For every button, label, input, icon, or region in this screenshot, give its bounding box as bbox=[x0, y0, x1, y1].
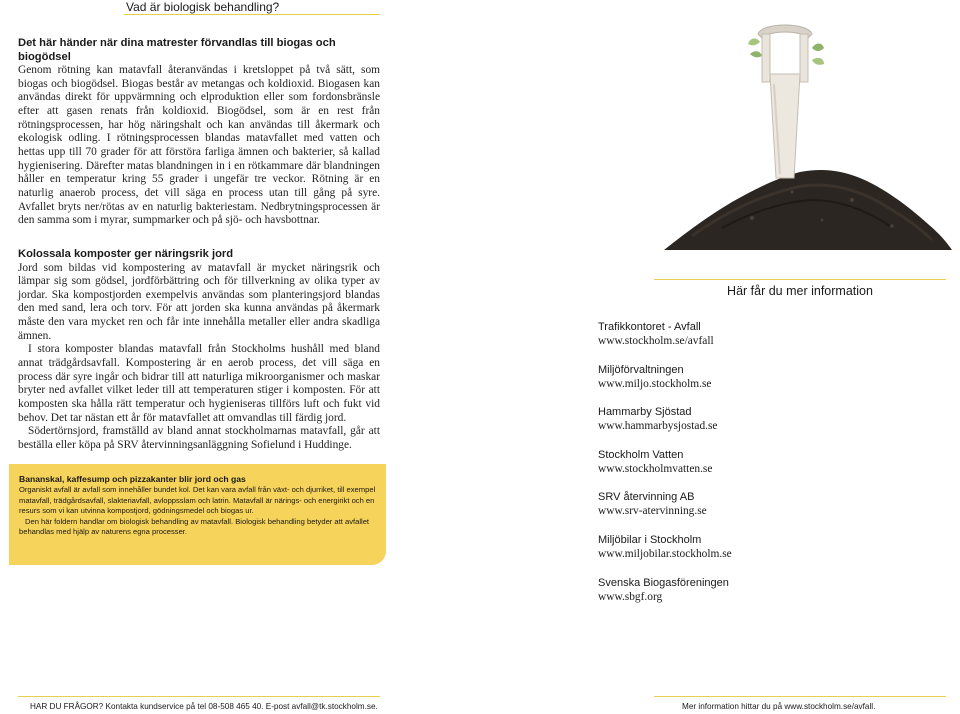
biogas-paragraph: Genom rötning kan matavfall återanvändas i kretsloppet på två sätt, som biogas och biogödsel. Biogas består av metangas och koldioxid. Biogasen kan användas direkt för uppvärmning och elproduktion eller som fordonsbränsle efter att gasen renats från koldioxid. Biogödsel, som är en rest från rötningsprocessen, har hög näringshalt och kan användas till åkermark och ekologisk odling. I rötningsprocessen blandas matavfallet med vatten och hettas upp till 70 grader för att förstöra farliga ämnen och bakterier, så kallad hygienisering. Därefter matas blandningen in i en rötkammare där blandningen håller en temperatur kring 55 grader i ungefär tre veckor. Rötning är en naturlig anaerob process, det vill säga en process utan till gång på syre. Avfallet bryts ner/rötas av en naturlig bakteriestam. Nedbrytningsprocessen är den samma som i myrar, sumpmarker och på sjö- och havsbottnar. bbox=[18, 64, 380, 227]
contact-name: Svenska Biogasföreningen bbox=[598, 576, 729, 589]
page-title: Vad är biologisk behandling? bbox=[126, 0, 280, 14]
compost-section bbox=[18, 248, 380, 453]
compost-body bbox=[18, 262, 380, 453]
contact-name: Stockholm Vatten bbox=[598, 448, 684, 461]
footer-more-info-text: Mer information hittar du på www.stockholm.se/avfall. bbox=[682, 702, 876, 711]
list-item bbox=[598, 576, 928, 619]
footer-divider-left bbox=[18, 696, 380, 697]
more-info-heading: Här får du mer information bbox=[727, 284, 873, 298]
contact-name: Trafikkontoret - Avfall bbox=[598, 321, 701, 333]
compost-paragraph: I stora komposter blandas matavfall från Stockholms hushåll med bland annat trädgårdsavfall. Kompostering är en aerob process, det vill säga en process där syre ingår och bidrar till att naturliga mikroorganismer och maskar bryter ned avfallet vilket leder till att temperaturen stiger i komposten. För att komposten ska hålla rätt temperatur och hygieniseras tillförs luft och fukt vid behov. Det tar nästan ett år för matavfallet att omvandlas till färdig jord. bbox=[18, 343, 380, 424]
contacts-divider bbox=[654, 279, 946, 280]
info-callout bbox=[9, 464, 386, 565]
biogas-body bbox=[18, 64, 380, 228]
list-item bbox=[598, 490, 928, 533]
callout-paragraph: Organiskt avfall är avfall som innehåller bundet kol. Det kan vara avfall från växt- och djurriket, till exempel matavfall, trädgårdsavfall, slakteriavfall, avloppsslam och latrin. Matavfall är närings- och energirikt och en resurs som vi kan utvinna kompostjord, gödningsmedel och biogas ur. bbox=[19, 485, 376, 516]
contact-name: SRV återvinning AB bbox=[598, 491, 695, 504]
footer-divider-right bbox=[654, 696, 946, 697]
compost-paragraph: Södertörnsjord, framställd av bland annat stockholmarnas matavfall, går att beställa eller köpa på SRV återvinningsanläggning Sofielund i Huddinge. bbox=[18, 425, 380, 452]
contact-link[interactable]: www.srv-atervinning.se bbox=[598, 505, 707, 518]
contacts-list bbox=[598, 320, 928, 618]
list-item bbox=[598, 320, 928, 363]
list-item bbox=[598, 533, 928, 576]
list-item bbox=[598, 448, 928, 491]
contact-link[interactable]: www.sbgf.org bbox=[598, 590, 663, 603]
contact-link[interactable]: www.hammarbysjostad.se bbox=[598, 420, 718, 433]
compost-paragraph: Jord som bildas vid kompostering av matavfall är mycket näringsrik och lämpar sig som gödsel, jordförbättring och för tillverkning av olika typer av jordar. Ska kompostjorden exempelvis användas som planteringsjord blandas den med sand, lera och torv. För att jorden ska kunna användas på åkermark måste den vara mycket ren och får inte innehålla metaller eller andra skadliga ämnen. bbox=[18, 261, 380, 342]
biogas-heading: Det här händer när dina matrester förvandlas till biogas och biogödsel bbox=[18, 37, 336, 63]
contact-link[interactable]: www.miljobilar.stockholm.se bbox=[598, 547, 732, 560]
shovel-in-soil-image bbox=[662, 14, 954, 252]
contact-link[interactable]: www.miljo.stockholm.se bbox=[598, 377, 712, 390]
callout-paragraph: Den här foldern handlar om biologisk behandling av matavfall. Biologisk behandling betyder att avfallet behandlas med hjälp av naturens egna processer. bbox=[19, 516, 370, 537]
contact-name: Miljöförvaltningen bbox=[598, 363, 684, 376]
biogas-section bbox=[18, 37, 380, 228]
contact-link[interactable]: www.stockholmvatten.se bbox=[598, 462, 713, 475]
contact-name: Miljöbilar i Stockholm bbox=[598, 533, 702, 546]
footer-contact-text: HAR DU FRÅGOR? Kontakta kundservice på tel 08-508 465 40. E-post avfall@tk.stockholm.se. bbox=[30, 702, 378, 711]
header-divider bbox=[124, 14, 380, 15]
contact-name: Hammarby Sjöstad bbox=[598, 406, 692, 419]
contact-link[interactable]: www.stockholm.se/avfall bbox=[598, 335, 714, 347]
compost-heading: Kolossala komposter ger näringsrik jord bbox=[18, 248, 234, 260]
list-item bbox=[598, 405, 928, 448]
list-item bbox=[598, 363, 928, 406]
callout-title: Bananskal, kaffesump och pizzakanter blir jord och gas bbox=[19, 474, 246, 484]
